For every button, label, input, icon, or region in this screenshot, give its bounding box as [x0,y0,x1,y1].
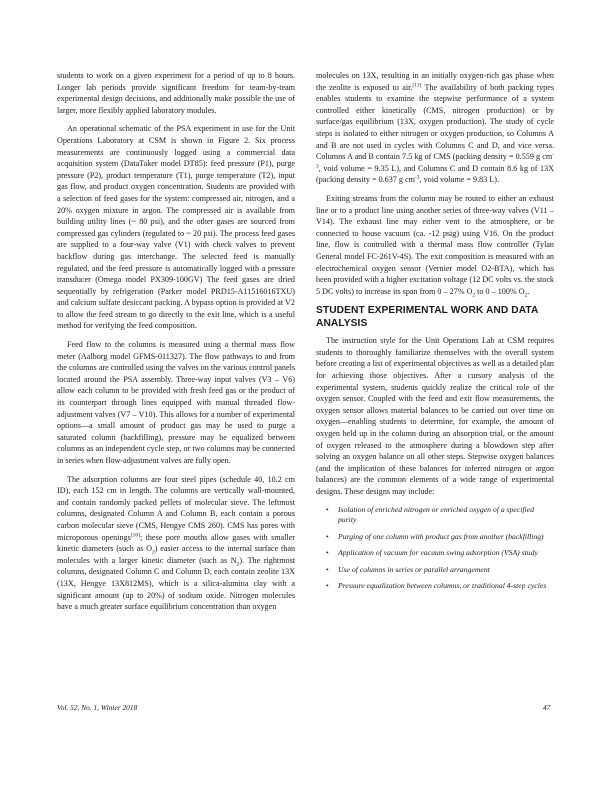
list-item: • Purging of one column with product gas from another (backfilling) [336,532,554,543]
list-item: • Isolation of enriched nitrogen or enriched oxygen of a specified purity [336,505,554,526]
paragraph: Feed flow to the columns is measured using a thermal mass flow meter (Aalborg model GFMS-011327). The flow pathways to and from the columns are controlled using the valves on the various control panels located around the PSA assembly. Three-way input valves (V3 – V6) allow each column to be provided with fresh feed gas or the product of its counterpart through lines equipped with manual threaded flow-adjustment valves (V7 – V10). This allows for a number of experimental options—a small amount of product gas may be used to purge a saturated column (backfilling), pressure may be equalized between columns as an independent cycle step, or two columns may be connected in series when flow-adjustment valves are fully open. [57,340,295,465]
subscript: 2 [524,292,528,299]
text-run: , void volume = 9.83 L). [419,175,500,185]
page-number: 47 [543,703,551,712]
text-run: molecules on 13X, resulting in an initially oxygen-rich gas phase when the zeolite is exposed to air. [316,71,554,92]
design-list [316,505,554,592]
subscript: 2 [236,561,240,568]
superscript: -3 [414,174,420,181]
paragraph: The instruction style for the Unit Operations Lab at CSM requires students to thoroughly familiarize themselves with the overall system before creating a list of experimental objectives as well as a detailed plan for achieving those objectives. After a cursory analysis of the experimental system, students quickly realize the critical role of the oxygen sensor. Coupled with the feed and exit flow measurements, the oxygen sensor allows material balances to be carried out over time on oxygen—enabling students to determine, for example, the amount of oxygen held up in the column during an absorption trial, or the amount of oxygen released to the atmosphere during a blowdown step after solving an oxygen balance on all other steps. Stepwise oxygen balances (and the implication of these balances for inferred nitrogen or argon balances) are the common elements of a wide range of experimental designs. These designs may include: [316,336,554,496]
list-item: • Use of columns in series or parallel arrangement [336,565,554,576]
paragraph [316,193,554,297]
left-column [57,70,295,620]
paragraph [57,474,295,613]
text-run: The adsorption columns are four steel pipes (schedule 40, 10.2 cm ID), each 152 cm in length. The columns are vertically wall-mounted, and contain randomly packed pellets of molecular sieve. The leftmost columns, designated Column A and Column B, each contain a porous carbon molecular sieve (CMS, Hengye CMS 260). CMS has pores with microporous openings [57,474,295,542]
citation: [11] [412,81,422,88]
paragraph: students to work on a given experiment for a period of up to 8 hours. Longer lab periods provide significant freedom for team-by-team experimental design decisions, and additionally make possible the use of larger, more flexibly applied laboratory modules. [57,71,295,115]
text-run: ). The rightmost columns, designated Column C and Column D, each contain zeolite 13X (13X, Hengye 13X812MS), which is a silica-alumina clay with a significant amount (up to 20%) of sodium oxide. Nitrogen molecules have a much greater surface equilibrium concentration than oxygen [57,555,295,612]
paragraph [316,70,554,186]
superscript: -3 [316,151,554,170]
subscript: 2 [152,549,155,556]
list-item: • Application of vacuum for vacuum swing adsorption (VSA) study [336,548,554,559]
text-run: , void volume = 9.35 L), and Columns C and D contain 8.6 kg of 13X (packing density = 0.637 g cm [316,163,554,185]
subscript: 2 [472,292,476,299]
text-run: Exiting streams from the column may be routed to either an exhaust line or to a product line using another series of three-way valves (V11 – V14). The exhaust line may either vent to the atmosphere, or be connected to house vacuum (ca. -12 psig) using V16. On the product line, flow is controlled with a thermal mass flow controller (Tylan General model FC-261V-4S). The exit composition is measured with an electrochemical oxygen sensor (Vernier model O2-BTA), which has been provided with a higher excitation voltage (12 DC volts vs. the stock 5 DC volts) to increase its span from 0 – 27% O [316,193,554,296]
text-run: The availability of both packing types enables students to examine the stepwise performance of a system controlled either kinetically (CMS, nitrogen production) or by surface/gas equilibrium (13X, oxygen production). The study of cycle steps is isolated to either nitrogen or oxygen production, so Columns A and B are not used in cycles with Columns C and D, and vice versa. Columns A and B contain 7.5 kg of CMS (packing density = 0.559 g cm [316,82,554,162]
paragraph: An operational schematic of the PSA experiment in use for the Unit Operations Laboratory at CSM is shown in Figure 2. Six process measurements are continuously logged using a commercial data acquisition system (DataTaker model DT85): feed pressure (P1), purge pressure (P2), product temperature (T1), purge temperature (T2), input gas flow, and product oxygen concentration. Students are provided with a selection of feed gases for the system: compressed air, nitrogen, and a 20% oxygen mixture in argon. The compressed air is available from building utility lines (~ 80 psi), and the other gases are sourced from compressed gas cylinders (regulated to ~ 20 psi). The process feed gases are supplied to a four-way valve (V1) with check valves to prevent backflow during gas interchange. The selected feed is manually regulated, and the feed pressure is automatically logged with a pressure transducer (Omega model PX309-100GV) The feed gases are dried sequentially by refrigeration (Parker model PRD15-A11516016TXU) and calcium sulfate desiccant packing. A bypass option is provided at V2 to allow the feed stream to go directly to the exit line, which is a useful method for verifying the feed composition. [57,124,295,331]
right-column [316,70,554,598]
text-run: ) easier access to the internal surface than molecules with a larger kinetic diameter (such as N [57,544,296,565]
text-run: . [527,286,530,296]
journal-footer: Vol. 52, No. 1, Winter 2018 [57,703,138,712]
text-run: ; these pore mouths allow gases with smaller kinetic diameters (such as O [57,532,295,554]
section-heading: STUDENT EXPERIMENTAL WORK AND DATA ANALYSIS [316,305,539,329]
text-run: to 0 – 100% O [475,286,525,296]
citation: [10] [130,531,140,538]
list-item: • Pressure equalization between columns, or traditional 4-step cycles [336,581,554,592]
